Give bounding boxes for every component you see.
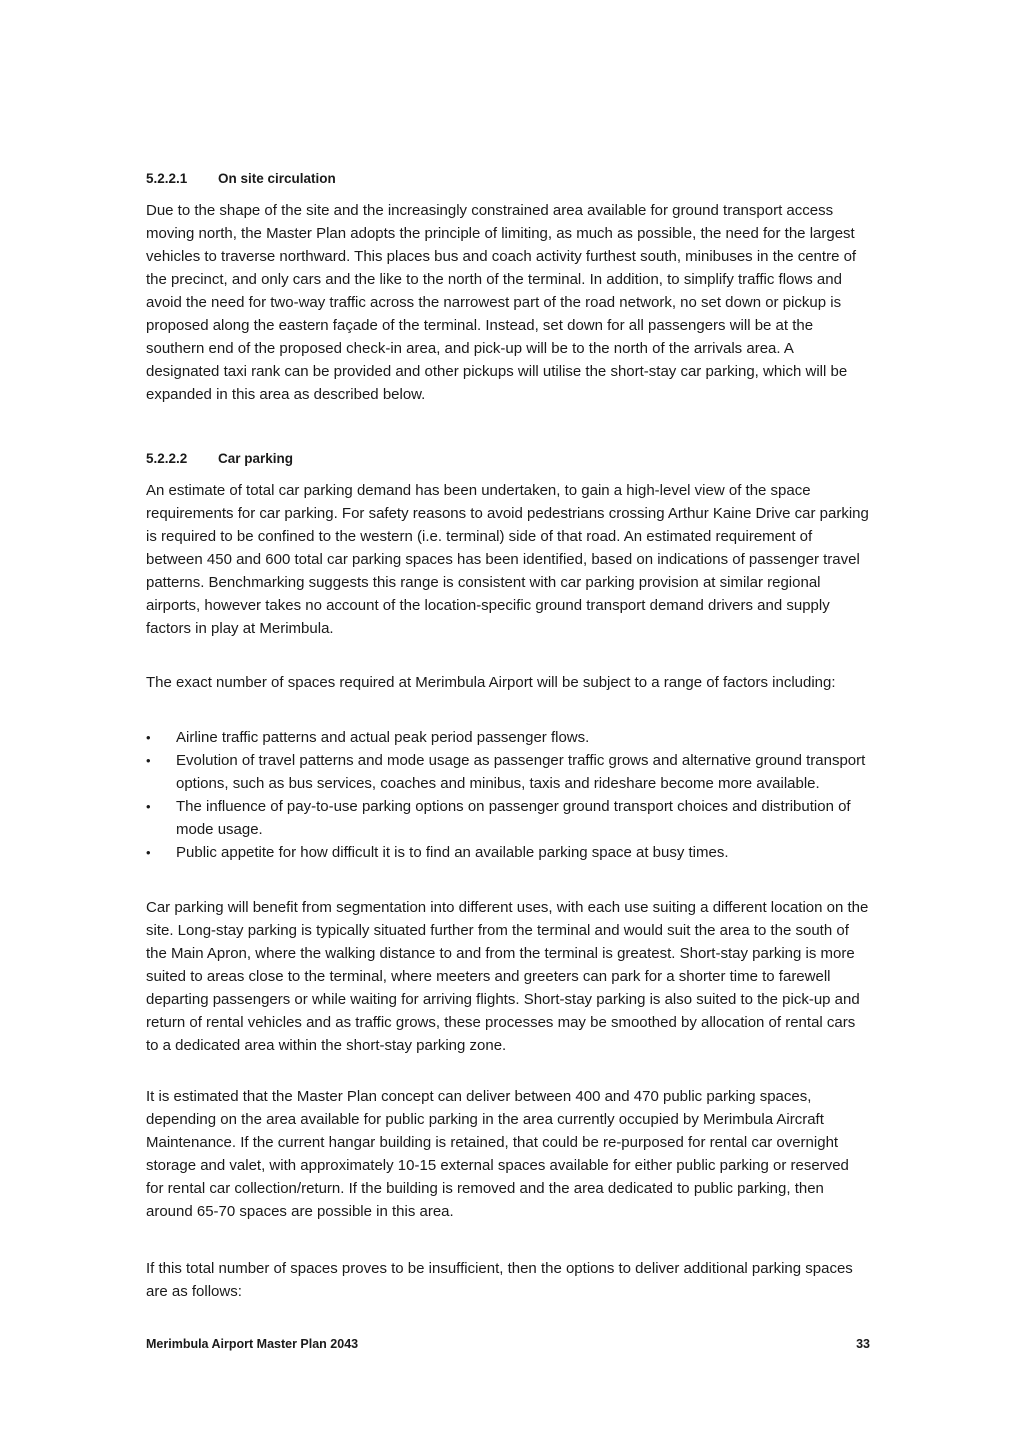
bullet-marker: • [146,730,151,745]
car-parking-paragraph-2: The exact number of spaces required at Merimbula Airport will be subject to a range of factors including: [146,674,836,691]
list-item: • Evolution of travel patterns and mode usage as passenger traffic grows and alternative ground transport options, such as bus services, coaches and minibus, taxis and rideshare become more available. [146,749,870,795]
list-item: • Airline traffic patterns and actual peak period passenger flows. [146,726,870,749]
bullet-marker: • [146,753,151,768]
page-number: 33 [856,1337,870,1351]
section-number: 5.2.2.2 [146,451,188,466]
car-parking-paragraph-1: An estimate of total car parking demand has been undertaken, to gain a high-level view of the space requirements for car parking. For safety reasons to avoid pedestrians crossing Arthur Kaine Drive car parking is required to be confined to the western (i.e. terminal) side of that road. An estimated requirement of between 450 and 600 total car parking spaces has been identified, based on indications of passenger travel patterns. Benchmarking suggests this range is consistent with car parking provision at similar regional airports, however takes no account of the location-specific ground transport demand drivers and supply factors in play at Merimbula. [146,482,869,637]
section-heading-on-site-circulation [146,171,336,186]
car-parking-paragraph-4: It is estimated that the Master Plan concept can deliver between 400 and 470 public parking spaces, depending on the area available for public parking in the area currently occupied by Merimbula Aircraft Maintenance. If the current hangar building is retained, that could be re-purposed for rental car overnight storage and valet, with approximately 10-15 external spaces available for either public parking or reserved for rental car collection/return. If the building is removed and the area dedicated to public parking, then around 65-70 spaces are possible in this area. [146,1088,849,1220]
bullet-marker: • [146,845,151,860]
list-item: • Public appetite for how difficult it is to find an available parking space at busy times. [146,841,870,864]
section-heading-car-parking [146,451,293,466]
page-footer [146,1337,870,1351]
circulation-paragraph: Due to the shape of the site and the increasingly constrained area available for ground transport access moving north, the Master Plan adopts the principle of limiting, as much as possible, the need for the largest vehicles to traverse northward. This places bus and coach activity furthest south, minibuses in the centre of the precinct, and only cars and the like to the north of the terminal. In addition, to simplify traffic flows and avoid the need for two-way traffic across the narrowest part of the road network, no set down or pickup is proposed along the eastern façade of the terminal. Instead, set down for all passengers will be at the southern end of the proposed check-in area, and pick-up will be to the north of the arrivals area. A designated taxi rank can be provided and other pickups will utilise the short-stay car parking, which will be expanded in this area as described below. [146,202,857,403]
list-item: • The influence of pay-to-use parking options on passenger ground transport choices and distribution of mode usage. [146,795,870,841]
car-parking-paragraph-3: Car parking will benefit from segmentation into different uses, with each use suiting a different location on the site. Long-stay parking is typically situated further from the terminal and would suit the area to the south of the Main Apron, where the walking distance to and from the terminal is greatest. Short-stay parking is more suited to areas close to the terminal, where meeters and greeters can park for a shorter time to farewell departing passengers or while waiting for arriving flights. Short-stay parking is also suited to the pick-up and return of rental vehicles and as traffic grows, these processes may be smoothed by allocation of rental cars to a dedicated area within the short-stay parking zone. [146,899,869,1054]
section-title: Car parking [218,451,294,466]
section-number: 5.2.2.1 [146,171,188,186]
bullet-marker: • [146,799,151,814]
footer-document-title: Merimbula Airport Master Plan 2043 [146,1337,359,1351]
section-title: On site circulation [218,171,336,186]
document-page [146,0,870,1430]
car-parking-paragraph-5: If this total number of spaces proves to be insufficient, then the options to deliver additional parking spaces are as follows: [146,1260,853,1300]
factors-bullet-list [146,726,870,864]
